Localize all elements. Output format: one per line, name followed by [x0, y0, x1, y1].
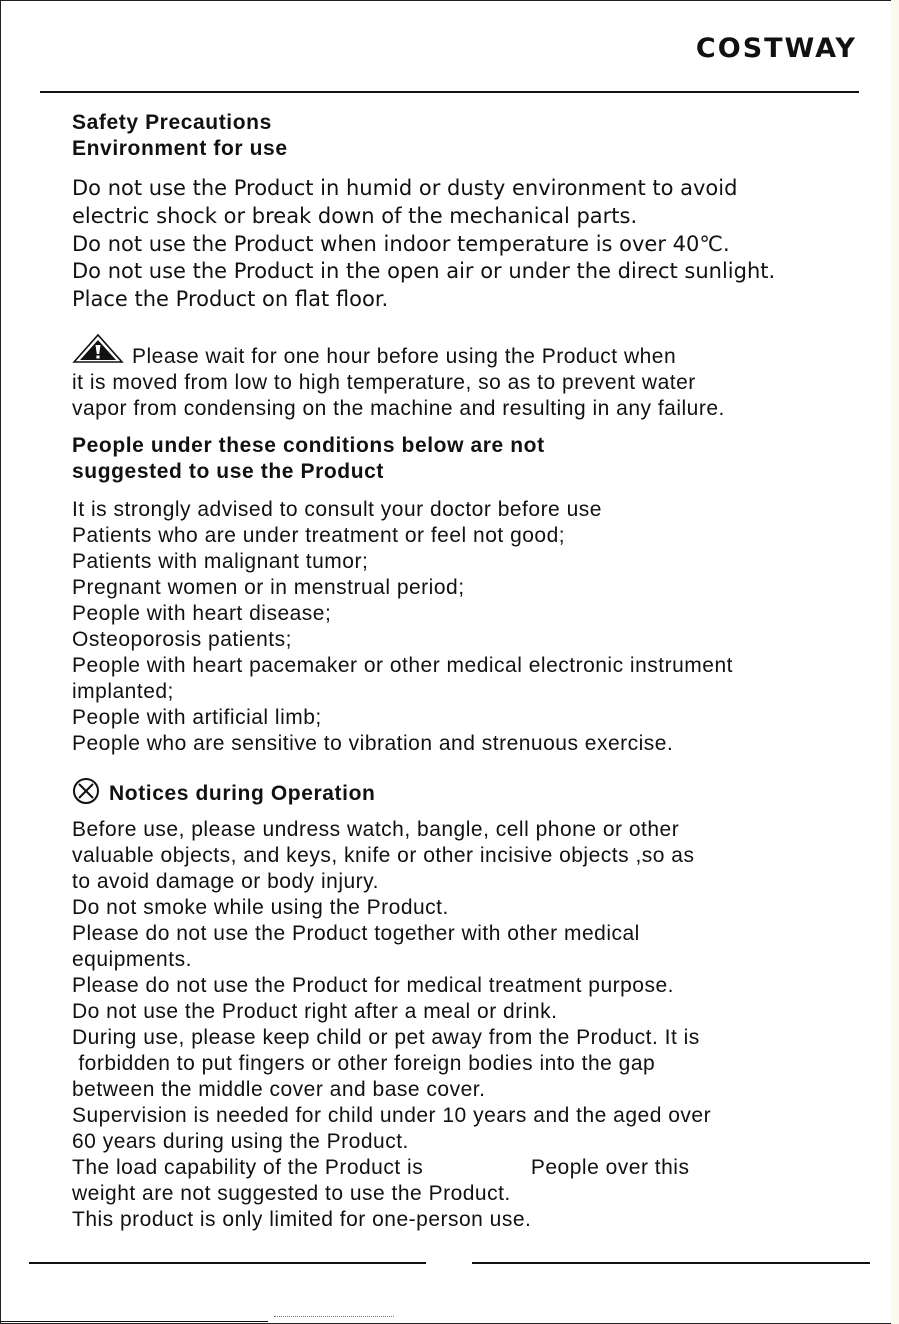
notice-line: Please do not use the Product together with other medical: [72, 922, 640, 945]
environment-line: electric shock or break down of the mechanical parts.: [72, 203, 638, 228]
condition-line: Osteoporosis patients;: [72, 628, 292, 651]
section-title-safety: Safety Precautions: [72, 111, 272, 134]
environment-line: Place the Product on flat floor.: [72, 287, 389, 312]
section-heading-people-line-2: suggested to use the Product: [72, 460, 384, 483]
notice-line: Supervision is needed for child under 10 years and the aged over: [72, 1104, 712, 1127]
notice-line: between the middle cover and base cover.: [72, 1078, 486, 1101]
environment-instructions: [72, 175, 872, 314]
warning-line: vapor from condensing on the machine and resulting in any failure.: [72, 397, 725, 420]
notice-line: to avoid damage or body injury.: [72, 870, 379, 893]
people-conditions-list: [72, 497, 872, 757]
page-edge-strip: [891, 0, 899, 1324]
notice-line: Do not smoke while using the Product.: [72, 896, 449, 919]
environment-line: Do not use the Product when indoor temperature is over 40℃.: [72, 231, 730, 256]
notice-line: forbidden to put fingers or other foreign bodies into the gap: [72, 1052, 656, 1075]
condition-line: Patients with malignant tumor;: [72, 550, 369, 573]
section-subtitle-environment: Environment for use: [72, 137, 288, 160]
condition-line: implanted;: [72, 680, 174, 703]
footer-divider-left: [29, 1262, 426, 1264]
section-heading-people-line-1: People under these conditions below are not: [72, 434, 545, 457]
notice-line: Before use, please undress watch, bangle, cell phone or other: [72, 818, 680, 841]
footer-faint-marks: [274, 1316, 394, 1322]
notice-line: Do not use the Product right after a meal or drink.: [72, 1000, 558, 1023]
condition-line: People with artificial limb;: [72, 706, 322, 729]
costway-logo: COSTWAY: [695, 33, 857, 64]
notice-line: equipments.: [72, 948, 192, 971]
section-heading-notices: Notices during Operation: [109, 782, 376, 805]
notice-line: Please do not use the Product for medical treatment purpose.: [72, 974, 674, 997]
condition-line: Pregnant women or in menstrual period;: [72, 576, 465, 599]
condition-line: Patients who are under treatment or feel not good;: [72, 524, 566, 547]
prohibited-circle-x-icon: [72, 777, 100, 805]
header-divider: [40, 91, 859, 93]
notice-line: valuable objects, and keys, knife or other incisive objects ,so as: [72, 844, 695, 867]
environment-line: Do not use the Product in humid or dusty environment to avoid: [72, 176, 738, 200]
condition-line: It is strongly advised to consult your doctor before use: [72, 498, 602, 521]
notice-line: During use, please keep child or pet away from the Product. It is: [72, 1026, 700, 1049]
operation-notices-list: [72, 817, 872, 1233]
notice-line: 60 years during using the Product.: [72, 1130, 409, 1153]
condition-line: People who are sensitive to vibration and strenuous exercise.: [72, 732, 674, 755]
notice-line: weight are not suggested to use the Product.: [72, 1182, 511, 1205]
notice-line: The load capability of the Product is People over this: [72, 1156, 690, 1179]
footer-divider-right: [472, 1262, 870, 1264]
environment-line: Do not use the Product in the open air or under the direct sunlight.: [72, 259, 776, 284]
warning-line: it is moved from low to high temperature, so as to prevent water: [72, 371, 696, 394]
footer-crop-line: [0, 1321, 268, 1322]
condition-line: People with heart pacemaker or other medical electronic instrument: [72, 654, 733, 677]
warning-text: [72, 344, 872, 422]
notice-line: This product is only limited for one-person use.: [72, 1208, 532, 1231]
warning-line: Please wait for one hour before using the Product when: [132, 345, 677, 368]
condition-line: People with heart disease;: [72, 602, 332, 625]
